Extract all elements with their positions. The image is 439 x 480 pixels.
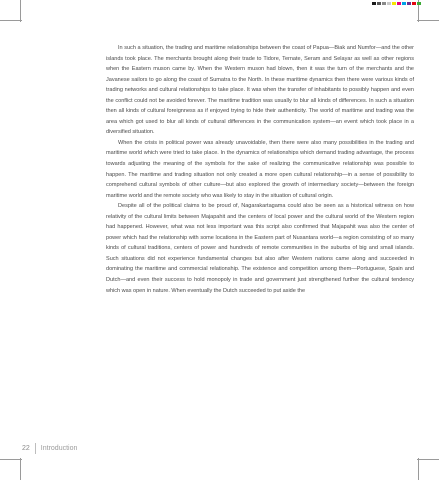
registration-swatch [382, 2, 386, 5]
registration-swatch [377, 2, 381, 5]
registration-swatch [417, 2, 421, 5]
crop-mark-bottom-right-v [418, 458, 419, 480]
page-footer [22, 443, 77, 454]
registration-swatch [372, 2, 376, 5]
footer-divider [35, 443, 36, 454]
paragraph-3: Despite all of the political claims to be proud of, Nagarakartagama could also be seen as a historical witness on how relativity of the cultural limits between Majapahit and the centers of local power and the cultural world of the Western region had happened. However, what was not less important was this script also confirmed that Majapahit was also the center of power which had the relationship with some locations in the Eastern part of Nusantara world—a region consisting of so many kinds of cultural traditions, centers of power and hundreds of remote communities in the suburbs of big and small islands. Such situations did not experience fundamental changes but also after Western nations came along and succeeded in dominating the maritime and commercial relationship. The existence and competition among them—Portuguese, Spain and Dutch—and even their success to hold monopoly in trade and government just strengthened further the cultural tendency which was open in nature. When eventually the Dutch succeeded to put aside the [106, 203, 414, 294]
crop-mark-bottom-left-h [0, 459, 22, 460]
crop-mark-bottom-left-v [20, 458, 21, 480]
footer-section-title: Introduction [40, 445, 78, 452]
crop-mark-bottom-right-h [417, 459, 439, 460]
registration-swatch [407, 2, 411, 5]
registration-swatch [387, 2, 391, 5]
registration-color-bar [372, 2, 421, 5]
paragraph-2: When the crisis in political power was already unavoidable, then there were also many possibilities in the trading and maritime world which were tried to take place. In the dynamics of relationships which demand trading advantage, the process towards adjusting the meaning of the symbols for the sake of realizing the communicative relationship was possible to happen. The maritime and trading situation not only created a more open cultural relationship—in a sense of possibility to comprehend cultural symbols of other culture—but also explored the growth of intermediary society—between the foreign maritime world and the remote society who was likely to stay in the situation of cultural origin. [106, 139, 414, 199]
registration-swatch [402, 2, 406, 5]
registration-swatch [397, 2, 401, 5]
crop-mark-top-left-h [0, 20, 22, 21]
paragraph-1: In such a situation, the trading and maritime relationships between the coast of Papua—Biak and Numfor—and the other islands took place. The merchants brought along their trade to Tidore, Ternate, Seram and Selayar as well as other regions when the Eastern muson came by. When the Western muson had blown, then it was the turn of the merchants and the Javanese sailors to go along the coast of Sumatra to the North. In these maritime dynamics then there were various kinds of trading networks and cultural relationships to take place. It was when the transfer of inhabitants to possibly happen and even the conflict could not be avoided forever. The maritime tradition was usually to blur all kinds of differences. In such a situation then all kinds of cultural foreignness as if enjoyed trying to hide their authenticity. The world of maritime and trading was the area which got used to blur all kinds of cultural differences in the communication system—an event which took place in a diversified situation. [106, 45, 414, 136]
crop-mark-top-right-h [417, 20, 439, 21]
registration-swatch [392, 2, 396, 5]
page-number: 22 [22, 445, 30, 452]
registration-swatch [412, 2, 416, 5]
body-text [106, 43, 414, 296]
crop-mark-top-left-v [20, 0, 21, 22]
